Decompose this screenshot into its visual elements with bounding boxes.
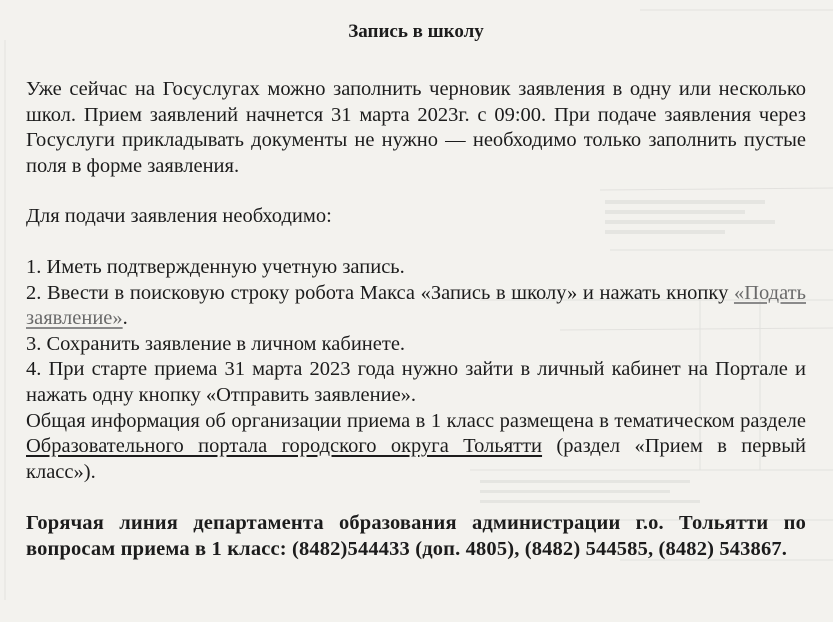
education-portal-link[interactable]: Образовательного портала городского округа Тольятти — [26, 435, 543, 458]
submit-application-link[interactable]: «Подать заявление» — [26, 281, 806, 330]
step-2 — [26, 281, 806, 332]
steps-list — [26, 255, 806, 485]
general-info-end: (раздел «Прием в первый класс»). — [26, 435, 806, 483]
step-1: 1. Иметь подтвержденную учетную запись. — [26, 255, 405, 278]
step-4: 4. При старте приема 31 марта 2023 года нужно зайти в личный кабинет на Портале и нажать одну кнопку «Отправить заявление». — [26, 358, 806, 406]
document-body — [26, 10, 806, 563]
hotline-info: Горячая линия департамента образования администрации г.о. Тольятти по вопросам приема в 1 класс: (8482)544433 (доп. 4805), (8482) 544585, (8482) 543867. — [26, 512, 806, 560]
step-3: 3. Сохранить заявление в личном кабинете. — [26, 332, 406, 355]
general-info — [26, 409, 806, 486]
intro-paragraph: Уже сейчас на Госуслугах можно заполнить черновик заявления в одну или несколько школ. Прием заявлений начнется 31 марта 2023г. с 09:00. При подаче заявления через Госуслуги прикладывать документы не нужно — необходимо только заполнить пустые поля в форме заявления. — [26, 78, 806, 177]
step-2-text: 2. Ввести в поисковую строку робота Макса «Запись в школу» и нажать кнопку — [26, 281, 734, 304]
step-2-end: . — [122, 307, 128, 330]
requirements-heading: Для подачи заявления необходимо: — [26, 205, 332, 228]
document-title: Запись в школу — [348, 21, 484, 42]
general-info-text: Общая информация об организации приема в 1 класс размещена в тематическом разделе — [26, 409, 806, 432]
